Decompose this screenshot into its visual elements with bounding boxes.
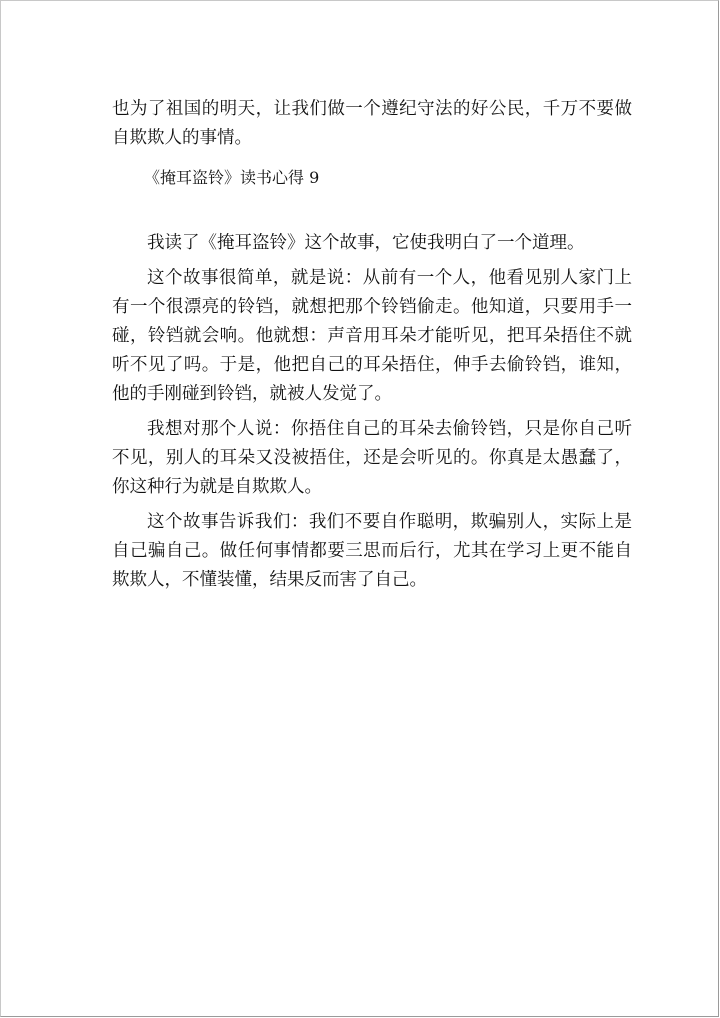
section-heading: 《掩耳盗铃》读书心得 9 <box>144 168 320 187</box>
document-body <box>112 95 632 595</box>
paragraph-1: 我读了《掩耳盗铃》这个故事，它使我明白了一个道理。 <box>147 233 585 253</box>
paragraph-2: 这个故事很简单，就是说：从前有一个人，他看见别人家门上有一个很漂亮的铃铛，就想把那个铃铛偷走。他知道，只要用手一碰，铃铛就会响。他就想：声音用耳朵才能听见，把耳朵捂住不就听不见了吗。于是，他把自己的耳朵捂住，伸手去偷铃铛，谁知，他的手刚碰到铃铛，就被人发觉了。 <box>112 268 632 404</box>
intro-paragraph: 也为了祖国的明天，让我们做一个遵纪守法的好公民，千万不要做自欺欺人的事情。 <box>112 99 632 148</box>
paragraph-3: 我想对那个人说：你捂住自己的耳朵去偷铃铛，只是你自己听不见，别人的耳朵又没被捂住，还是会听见的。你真是太愚蠢了，你这种行为就是自欺欺人。 <box>112 419 632 497</box>
paragraph-4: 这个故事告诉我们：我们不要自作聪明，欺骗别人，实际上是自己骗自己。做任何事情都要三思而后行，尤其在学习上更不能自欺欺人，不懂装懂，结果反而害了自己。 <box>112 512 632 590</box>
